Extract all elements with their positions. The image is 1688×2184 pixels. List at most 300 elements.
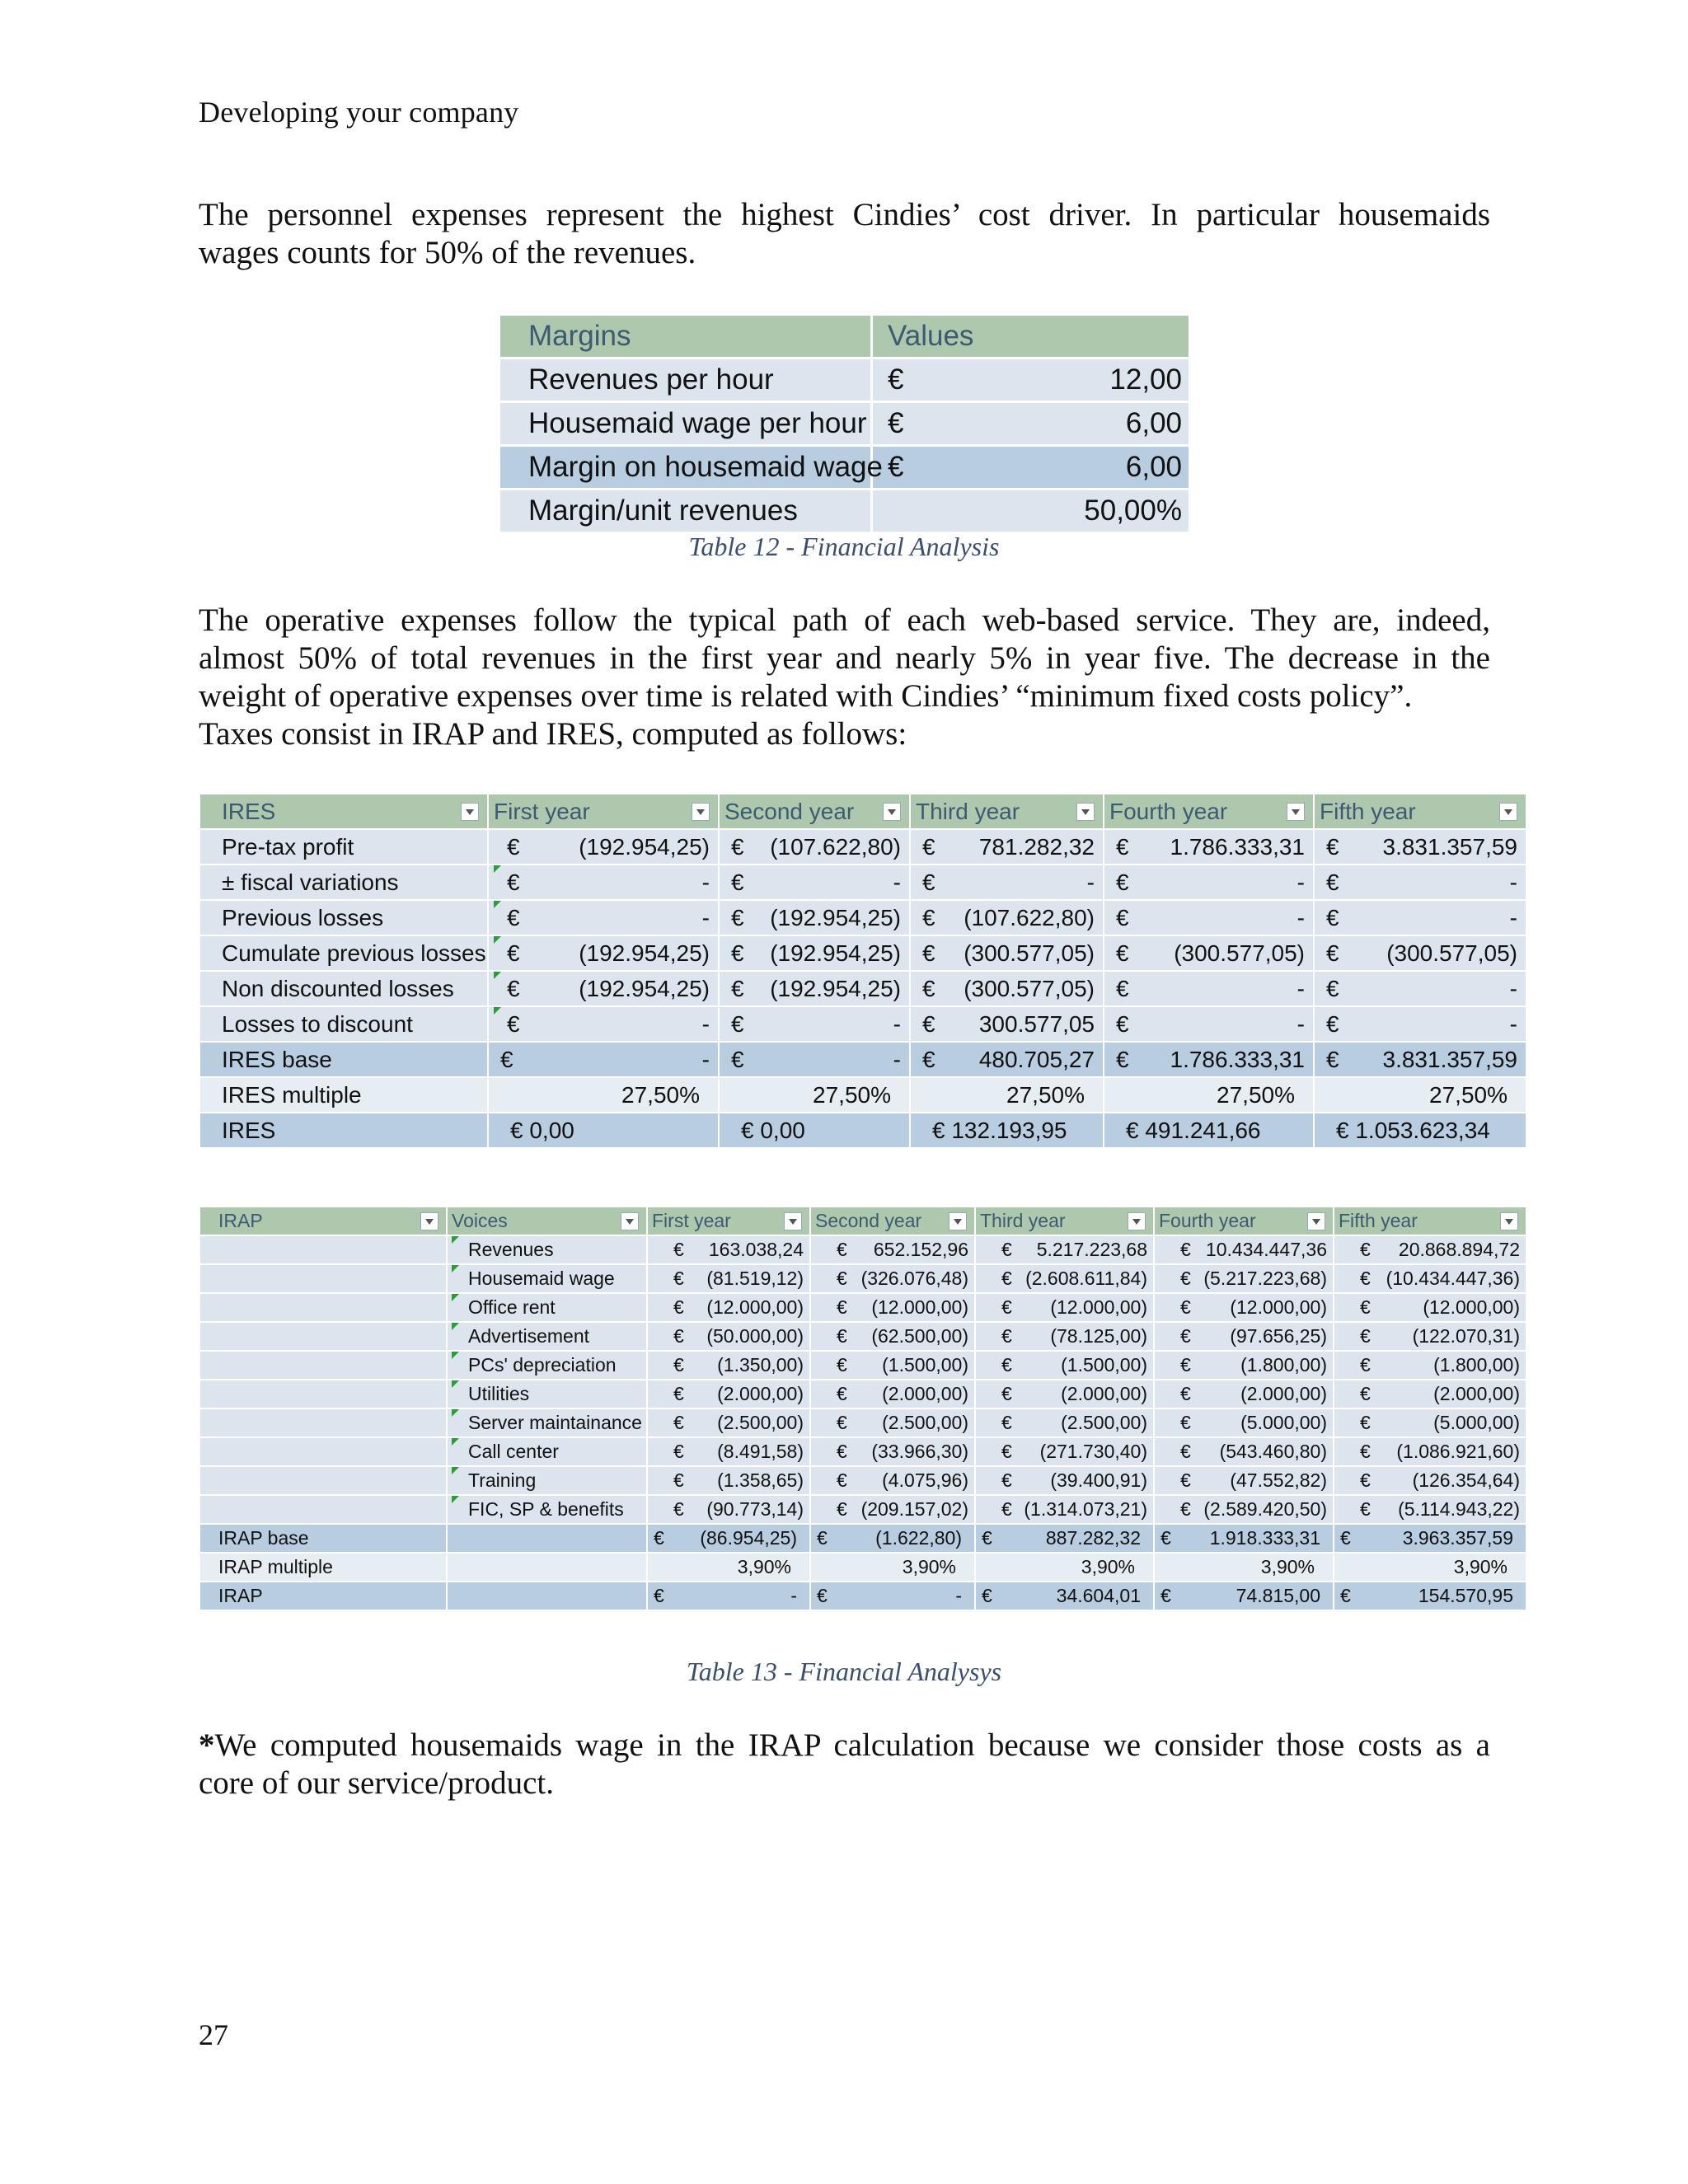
table-row bbox=[499, 490, 1190, 533]
currency-symbol: € bbox=[507, 905, 520, 930]
value-number: (1.086.921,60) bbox=[1396, 1441, 1520, 1462]
currency-symbol: € bbox=[922, 905, 935, 930]
comment-marker-icon bbox=[494, 972, 501, 979]
value-cell bbox=[1334, 1495, 1526, 1524]
value-cell bbox=[872, 490, 1190, 533]
currency-symbol: € bbox=[1326, 976, 1339, 1001]
value-cell bbox=[975, 1495, 1154, 1524]
footnote-mark: * bbox=[199, 1727, 215, 1763]
currency-symbol: € bbox=[888, 451, 904, 483]
value-cell bbox=[810, 1264, 975, 1293]
value-number: (4.075,96) bbox=[882, 1469, 968, 1491]
currency-symbol: € bbox=[1360, 1498, 1371, 1520]
value-cell bbox=[1334, 1437, 1526, 1466]
table-row bbox=[199, 1437, 1526, 1466]
currency-symbol: € bbox=[1160, 1585, 1171, 1606]
filter-dropdown-icon[interactable] bbox=[692, 803, 710, 821]
currency-symbol: € bbox=[837, 1383, 847, 1404]
value-number: (1.358,65) bbox=[717, 1469, 804, 1491]
column-header bbox=[199, 794, 488, 829]
row-label: IRES multiple bbox=[222, 1081, 362, 1108]
currency-symbol: € bbox=[1326, 869, 1339, 895]
currency-symbol: € bbox=[1326, 834, 1339, 860]
value-number: (192.954,25) bbox=[770, 905, 901, 930]
ires-base-row bbox=[199, 1042, 1526, 1077]
currency-symbol: € bbox=[1360, 1412, 1371, 1433]
value-number: 652.152,96 bbox=[873, 1239, 968, 1260]
currency-symbol: € bbox=[837, 1498, 847, 1520]
value-number: - bbox=[893, 869, 901, 895]
filter-dropdown-icon[interactable] bbox=[883, 803, 901, 821]
currency-symbol: € bbox=[1001, 1498, 1012, 1520]
empty-cell bbox=[199, 1466, 447, 1495]
irap-base-row bbox=[199, 1524, 1526, 1553]
value-cell bbox=[1154, 1466, 1334, 1495]
currency-symbol: € bbox=[1116, 869, 1129, 895]
currency-symbol: € bbox=[1360, 1383, 1371, 1404]
currency-symbol: € bbox=[1326, 1011, 1339, 1037]
column-header-label: Fourth year bbox=[1159, 1210, 1256, 1231]
value-cell bbox=[719, 1006, 910, 1042]
row-label-cell: IRAP multiple bbox=[199, 1553, 447, 1582]
value-number: - bbox=[1296, 869, 1305, 895]
value-cell bbox=[719, 1042, 910, 1077]
column-header bbox=[1154, 1207, 1334, 1235]
currency-symbol: € bbox=[731, 1011, 744, 1037]
value-number: (12.000,00) bbox=[1050, 1296, 1147, 1318]
currency-symbol: € bbox=[673, 1498, 684, 1520]
value-number: (300.577,05) bbox=[964, 940, 1095, 966]
value-cell: 3,90% bbox=[1334, 1553, 1526, 1582]
value-number: - bbox=[1296, 1011, 1305, 1037]
value-cell bbox=[975, 1582, 1154, 1610]
currency-symbol: € bbox=[1001, 1239, 1012, 1260]
column-header bbox=[488, 794, 719, 829]
filter-dropdown-icon[interactable] bbox=[461, 803, 479, 821]
table-row bbox=[199, 1006, 1526, 1042]
paragraph-line: The operative expenses follow the typical path of each web-based service. They are, indeed, bbox=[199, 602, 1490, 638]
value-cell bbox=[488, 971, 719, 1006]
value-cell: € 1.053.623,34 bbox=[1314, 1113, 1526, 1148]
currency-symbol: € bbox=[922, 1047, 935, 1072]
currency-symbol: € bbox=[837, 1354, 847, 1376]
filter-dropdown-icon[interactable] bbox=[1287, 803, 1305, 821]
value-cell bbox=[647, 1524, 810, 1553]
voice-cell bbox=[447, 1466, 647, 1495]
column-header-label: Second year bbox=[724, 799, 855, 824]
value-cell: € 491.241,66 bbox=[1104, 1113, 1314, 1148]
filter-dropdown-icon[interactable] bbox=[1499, 803, 1517, 821]
value-cell bbox=[647, 1582, 810, 1610]
value-cell bbox=[647, 1293, 810, 1322]
row-label-cell: IRAP base bbox=[199, 1524, 447, 1553]
value-number: (1.622,80) bbox=[875, 1527, 962, 1549]
filter-dropdown-icon[interactable] bbox=[1500, 1212, 1518, 1230]
comment-marker-icon bbox=[452, 1352, 459, 1359]
value-number: (300.577,05) bbox=[964, 976, 1095, 1001]
ires-multiple-row bbox=[199, 1077, 1526, 1113]
currency-symbol: € bbox=[1326, 940, 1339, 966]
value-number: - bbox=[790, 1585, 797, 1606]
currency-symbol: € bbox=[1001, 1469, 1012, 1491]
comment-marker-icon bbox=[494, 1007, 501, 1015]
column-header bbox=[1334, 1207, 1526, 1235]
value-number: (2.000,00) bbox=[1240, 1383, 1327, 1404]
value-number: (107.622,80) bbox=[770, 834, 901, 860]
value-cell bbox=[975, 1264, 1154, 1293]
currency-symbol: € bbox=[837, 1296, 847, 1318]
empty-cell bbox=[447, 1582, 647, 1610]
table-row bbox=[199, 1495, 1526, 1524]
value-number: (5.000,00) bbox=[1240, 1412, 1327, 1433]
value-cell: 3,90% bbox=[810, 1553, 975, 1582]
empty-cell bbox=[199, 1235, 447, 1264]
filter-dropdown-icon[interactable] bbox=[621, 1212, 639, 1230]
filter-dropdown-icon[interactable] bbox=[949, 1212, 967, 1230]
value-cell: 27,50% bbox=[1104, 1077, 1314, 1113]
row-label-cell bbox=[199, 1042, 488, 1077]
column-header-label: IRAP bbox=[218, 1210, 263, 1231]
value-number: 5.217.223,68 bbox=[1036, 1239, 1147, 1260]
value-number: (2.000,00) bbox=[717, 1383, 804, 1404]
value-number: - bbox=[1509, 1011, 1517, 1037]
row-label-cell bbox=[199, 1077, 488, 1113]
voice-cell bbox=[447, 1380, 647, 1408]
value-number: (2.589.420,50) bbox=[1203, 1498, 1327, 1520]
comment-marker-icon bbox=[452, 1380, 459, 1388]
value-cell bbox=[872, 359, 1190, 402]
table-row bbox=[499, 402, 1190, 446]
value-number: (33.966,30) bbox=[871, 1441, 968, 1462]
currency-symbol: € bbox=[673, 1296, 684, 1318]
currency-symbol: € bbox=[1180, 1383, 1191, 1404]
table-row bbox=[199, 1408, 1526, 1437]
row-label: Pre-tax profit bbox=[222, 833, 354, 860]
column-header-label: Second year bbox=[815, 1210, 922, 1231]
footnote-text: We computed housemaids wage in the IRAP calculation because we consider those costs as a bbox=[214, 1727, 1490, 1763]
value-cell: 3,90% bbox=[1154, 1553, 1334, 1582]
value-cell bbox=[975, 1322, 1154, 1351]
comment-marker-icon bbox=[452, 1467, 459, 1474]
currency-symbol: € bbox=[654, 1585, 664, 1606]
currency-symbol: € bbox=[982, 1585, 992, 1606]
irap-table bbox=[199, 1206, 1527, 1611]
row-label-cell: IRAP bbox=[199, 1582, 447, 1610]
value-cell bbox=[647, 1408, 810, 1437]
row-label: Margin/unit revenues bbox=[499, 490, 872, 533]
currency-symbol: € bbox=[673, 1354, 684, 1376]
row-label: Housemaid wage per hour bbox=[499, 402, 872, 446]
value-cell bbox=[810, 1466, 975, 1495]
value-cell bbox=[1334, 1235, 1526, 1264]
value-cell bbox=[975, 1524, 1154, 1553]
value-cell bbox=[1154, 1264, 1334, 1293]
currency-symbol: € bbox=[1326, 905, 1339, 930]
currency-symbol: € bbox=[673, 1441, 684, 1462]
value-cell bbox=[1154, 1322, 1334, 1351]
value-cell bbox=[1314, 971, 1526, 1006]
value-cell bbox=[1334, 1264, 1526, 1293]
row-label-cell bbox=[199, 829, 488, 865]
column-header-label: Third year bbox=[980, 1210, 1066, 1231]
value-cell bbox=[1334, 1408, 1526, 1437]
value-cell bbox=[719, 935, 910, 971]
table-header-row bbox=[199, 794, 1526, 829]
currency-symbol: € bbox=[922, 834, 935, 860]
value-number: 12,00 bbox=[1109, 363, 1182, 396]
value-cell bbox=[872, 446, 1190, 490]
comment-marker-icon bbox=[452, 1438, 459, 1446]
currency-symbol: € bbox=[1180, 1239, 1191, 1260]
voice-cell bbox=[447, 1437, 647, 1466]
value-number: (12.000,00) bbox=[706, 1296, 804, 1318]
value-cell bbox=[1334, 1351, 1526, 1380]
currency-symbol: € bbox=[731, 976, 744, 1001]
row-label-cell bbox=[199, 935, 488, 971]
comment-marker-icon bbox=[452, 1496, 459, 1503]
voice-label: Office rent bbox=[468, 1296, 556, 1318]
currency-symbol: € bbox=[673, 1383, 684, 1404]
currency-symbol: € bbox=[731, 905, 744, 930]
ires-table bbox=[199, 793, 1527, 1149]
filter-dropdown-icon[interactable] bbox=[420, 1212, 438, 1230]
value-number: - bbox=[701, 1011, 710, 1037]
value-cell bbox=[1334, 1380, 1526, 1408]
value-number: - bbox=[955, 1585, 962, 1606]
value-cell bbox=[1154, 1495, 1334, 1524]
value-number: (126.354,64) bbox=[1412, 1469, 1520, 1491]
column-header bbox=[719, 794, 910, 829]
running-header: Developing your company bbox=[199, 96, 519, 129]
currency-symbol: € bbox=[1340, 1585, 1351, 1606]
currency-symbol: € bbox=[1180, 1296, 1191, 1318]
currency-symbol: € bbox=[1180, 1469, 1191, 1491]
value-number: 6,00 bbox=[1125, 407, 1182, 439]
voice-cell bbox=[447, 1351, 647, 1380]
value-cell bbox=[719, 829, 910, 865]
currency-symbol: € bbox=[1001, 1354, 1012, 1376]
currency-symbol: € bbox=[507, 869, 520, 895]
currency-symbol: € bbox=[731, 834, 744, 860]
currency-symbol: € bbox=[731, 869, 744, 895]
table-row bbox=[199, 1351, 1526, 1380]
value-cell bbox=[1154, 1437, 1334, 1466]
value-cell bbox=[719, 900, 910, 935]
value-number: (2.500,00) bbox=[1061, 1412, 1147, 1433]
table-row bbox=[199, 1293, 1526, 1322]
value-cell bbox=[1154, 1582, 1334, 1610]
row-label-cell bbox=[199, 971, 488, 1006]
paragraph-line: wages counts for 50% of the revenues. bbox=[199, 235, 696, 270]
value-number: - bbox=[701, 905, 710, 930]
value-cell bbox=[1104, 1042, 1314, 1077]
footnote-paragraph bbox=[199, 1727, 1490, 1802]
value-cell bbox=[1104, 900, 1314, 935]
currency-symbol: € bbox=[1180, 1441, 1191, 1462]
value-cell bbox=[975, 1437, 1154, 1466]
value-number: (39.400,91) bbox=[1050, 1469, 1147, 1491]
value-number: 6,00 bbox=[1125, 451, 1182, 483]
value-cell bbox=[1154, 1293, 1334, 1322]
value-cell bbox=[647, 1466, 810, 1495]
value-number: 34.604,01 bbox=[1056, 1585, 1141, 1606]
value-cell bbox=[1154, 1408, 1334, 1437]
value-number: 154.570,95 bbox=[1418, 1585, 1513, 1606]
table-caption: Table 13 - Financial Analysys bbox=[686, 1657, 1002, 1686]
value-cell bbox=[975, 1235, 1154, 1264]
voice-cell bbox=[447, 1293, 647, 1322]
comment-marker-icon bbox=[452, 1409, 459, 1417]
value-cell: € 132.193,95 bbox=[910, 1113, 1104, 1148]
currency-symbol: € bbox=[1360, 1239, 1371, 1260]
row-label: Previous losses bbox=[222, 904, 384, 930]
value-cell bbox=[910, 971, 1104, 1006]
column-header bbox=[199, 1207, 447, 1235]
currency-symbol: € bbox=[922, 940, 935, 966]
value-number: 480.705,27 bbox=[978, 1047, 1095, 1072]
value-number: (12.000,00) bbox=[871, 1296, 968, 1318]
voice-cell bbox=[447, 1264, 647, 1293]
value-cell bbox=[810, 1582, 975, 1610]
currency-symbol: € bbox=[982, 1527, 992, 1549]
currency-symbol: € bbox=[1180, 1498, 1191, 1520]
filter-dropdown-icon[interactable] bbox=[1307, 1212, 1325, 1230]
value-number: (1.314.073,21) bbox=[1024, 1498, 1147, 1520]
value-cell bbox=[810, 1235, 975, 1264]
value-cell: 27,50% bbox=[488, 1077, 719, 1113]
voice-label: Revenues bbox=[468, 1239, 554, 1260]
value-cell bbox=[647, 1437, 810, 1466]
voice-cell bbox=[447, 1408, 647, 1437]
value-number: 10.434.447,36 bbox=[1205, 1239, 1327, 1260]
voice-cell bbox=[447, 1235, 647, 1264]
value-cell bbox=[1104, 935, 1314, 971]
currency-symbol: € bbox=[1160, 1527, 1171, 1549]
value-number: (2.500,00) bbox=[882, 1412, 968, 1433]
paragraph-line bbox=[199, 1727, 1490, 1765]
currency-symbol: € bbox=[1116, 834, 1129, 860]
value-number: - bbox=[1509, 905, 1517, 930]
currency-symbol: € bbox=[673, 1325, 684, 1347]
currency-symbol: € bbox=[507, 834, 520, 860]
value-cell bbox=[647, 1264, 810, 1293]
empty-cell bbox=[199, 1380, 447, 1408]
table-header-row bbox=[499, 315, 1190, 359]
filter-dropdown-icon[interactable] bbox=[1076, 803, 1095, 821]
column-header-label: First year bbox=[652, 1210, 731, 1231]
value-number: (8.491,58) bbox=[717, 1441, 804, 1462]
filter-dropdown-icon[interactable] bbox=[1128, 1212, 1146, 1230]
value-number: - bbox=[701, 1047, 710, 1072]
value-number: (2.000,00) bbox=[1061, 1383, 1147, 1404]
currency-symbol: € bbox=[1001, 1383, 1012, 1404]
row-label: IRES base bbox=[222, 1046, 332, 1072]
value-cell bbox=[1104, 829, 1314, 865]
value-cell bbox=[1314, 935, 1526, 971]
value-number: (12.000,00) bbox=[1230, 1296, 1327, 1318]
value-cell bbox=[1314, 865, 1526, 900]
value-number: (50.000,00) bbox=[706, 1325, 804, 1347]
value-number: 1.786.333,31 bbox=[1170, 1047, 1305, 1072]
value-cell bbox=[488, 1042, 719, 1077]
value-number: (1.800,00) bbox=[1240, 1354, 1327, 1376]
value-number: (47.552,82) bbox=[1230, 1469, 1327, 1491]
value-cell: € 0,00 bbox=[488, 1113, 719, 1148]
value-cell bbox=[1314, 900, 1526, 935]
row-label: ± fiscal variations bbox=[222, 869, 399, 895]
currency-symbol: € bbox=[837, 1268, 847, 1289]
value-number: (2.000,00) bbox=[1433, 1383, 1520, 1404]
value-number: (86.954,25) bbox=[700, 1527, 797, 1549]
value-cell bbox=[810, 1351, 975, 1380]
value-number: - bbox=[1509, 869, 1517, 895]
value-cell bbox=[1154, 1380, 1334, 1408]
value-number: (5.114.943,22) bbox=[1398, 1498, 1520, 1520]
value-number: (78.125,00) bbox=[1050, 1325, 1147, 1347]
currency-symbol: € bbox=[837, 1441, 847, 1462]
value-cell: 27,50% bbox=[719, 1077, 910, 1113]
empty-cell bbox=[199, 1437, 447, 1466]
currency-symbol: € bbox=[1001, 1325, 1012, 1347]
currency-symbol: € bbox=[922, 976, 935, 1001]
value-cell bbox=[647, 1495, 810, 1524]
value-number: - bbox=[1086, 869, 1095, 895]
filter-dropdown-icon[interactable] bbox=[784, 1212, 802, 1230]
value-cell bbox=[872, 402, 1190, 446]
currency-symbol: € bbox=[1360, 1268, 1371, 1289]
value-cell bbox=[488, 865, 719, 900]
comment-marker-icon bbox=[494, 865, 501, 873]
currency-symbol: € bbox=[673, 1469, 684, 1491]
ires-total-row bbox=[199, 1113, 1526, 1148]
value-number: 74.815,00 bbox=[1236, 1585, 1320, 1606]
voice-cell bbox=[447, 1495, 647, 1524]
currency-symbol: € bbox=[1360, 1441, 1371, 1462]
irap-total-row bbox=[199, 1582, 1526, 1610]
currency-symbol: € bbox=[654, 1527, 664, 1549]
value-cell bbox=[810, 1524, 975, 1553]
currency-symbol: € bbox=[507, 976, 520, 1001]
value-number: (2.000,00) bbox=[882, 1383, 968, 1404]
empty-cell bbox=[199, 1351, 447, 1380]
value-number: 3.831.357,59 bbox=[1382, 1047, 1517, 1072]
column-header bbox=[810, 1207, 975, 1235]
empty-cell bbox=[199, 1408, 447, 1437]
value-number: (2.500,00) bbox=[717, 1412, 804, 1433]
column-header bbox=[1104, 794, 1314, 829]
value-number: (62.500,00) bbox=[871, 1325, 968, 1347]
row-label-cell bbox=[199, 1113, 488, 1148]
value-number: - bbox=[1296, 976, 1305, 1001]
value-number: 50,00% bbox=[1084, 494, 1182, 527]
value-number: (90.773,14) bbox=[706, 1498, 804, 1520]
currency-symbol: € bbox=[1180, 1325, 1191, 1347]
currency-symbol: € bbox=[731, 940, 744, 966]
column-header bbox=[1314, 794, 1526, 829]
value-cell bbox=[810, 1380, 975, 1408]
currency-symbol: € bbox=[507, 1011, 520, 1037]
value-cell bbox=[1314, 829, 1526, 865]
value-cell bbox=[910, 865, 1104, 900]
value-cell bbox=[647, 1322, 810, 1351]
column-header-label: Third year bbox=[916, 799, 1020, 824]
currency-symbol: € bbox=[1116, 1047, 1129, 1072]
value-number: (5.217.223,68) bbox=[1203, 1268, 1327, 1289]
column-header-label: First year bbox=[494, 799, 590, 824]
value-cell bbox=[810, 1408, 975, 1437]
paragraph-line: weight of operative expenses over time is related with Cindies’ “minimum fixed costs policy”. bbox=[199, 678, 1413, 714]
value-number: 1.918.333,31 bbox=[1209, 1527, 1320, 1549]
